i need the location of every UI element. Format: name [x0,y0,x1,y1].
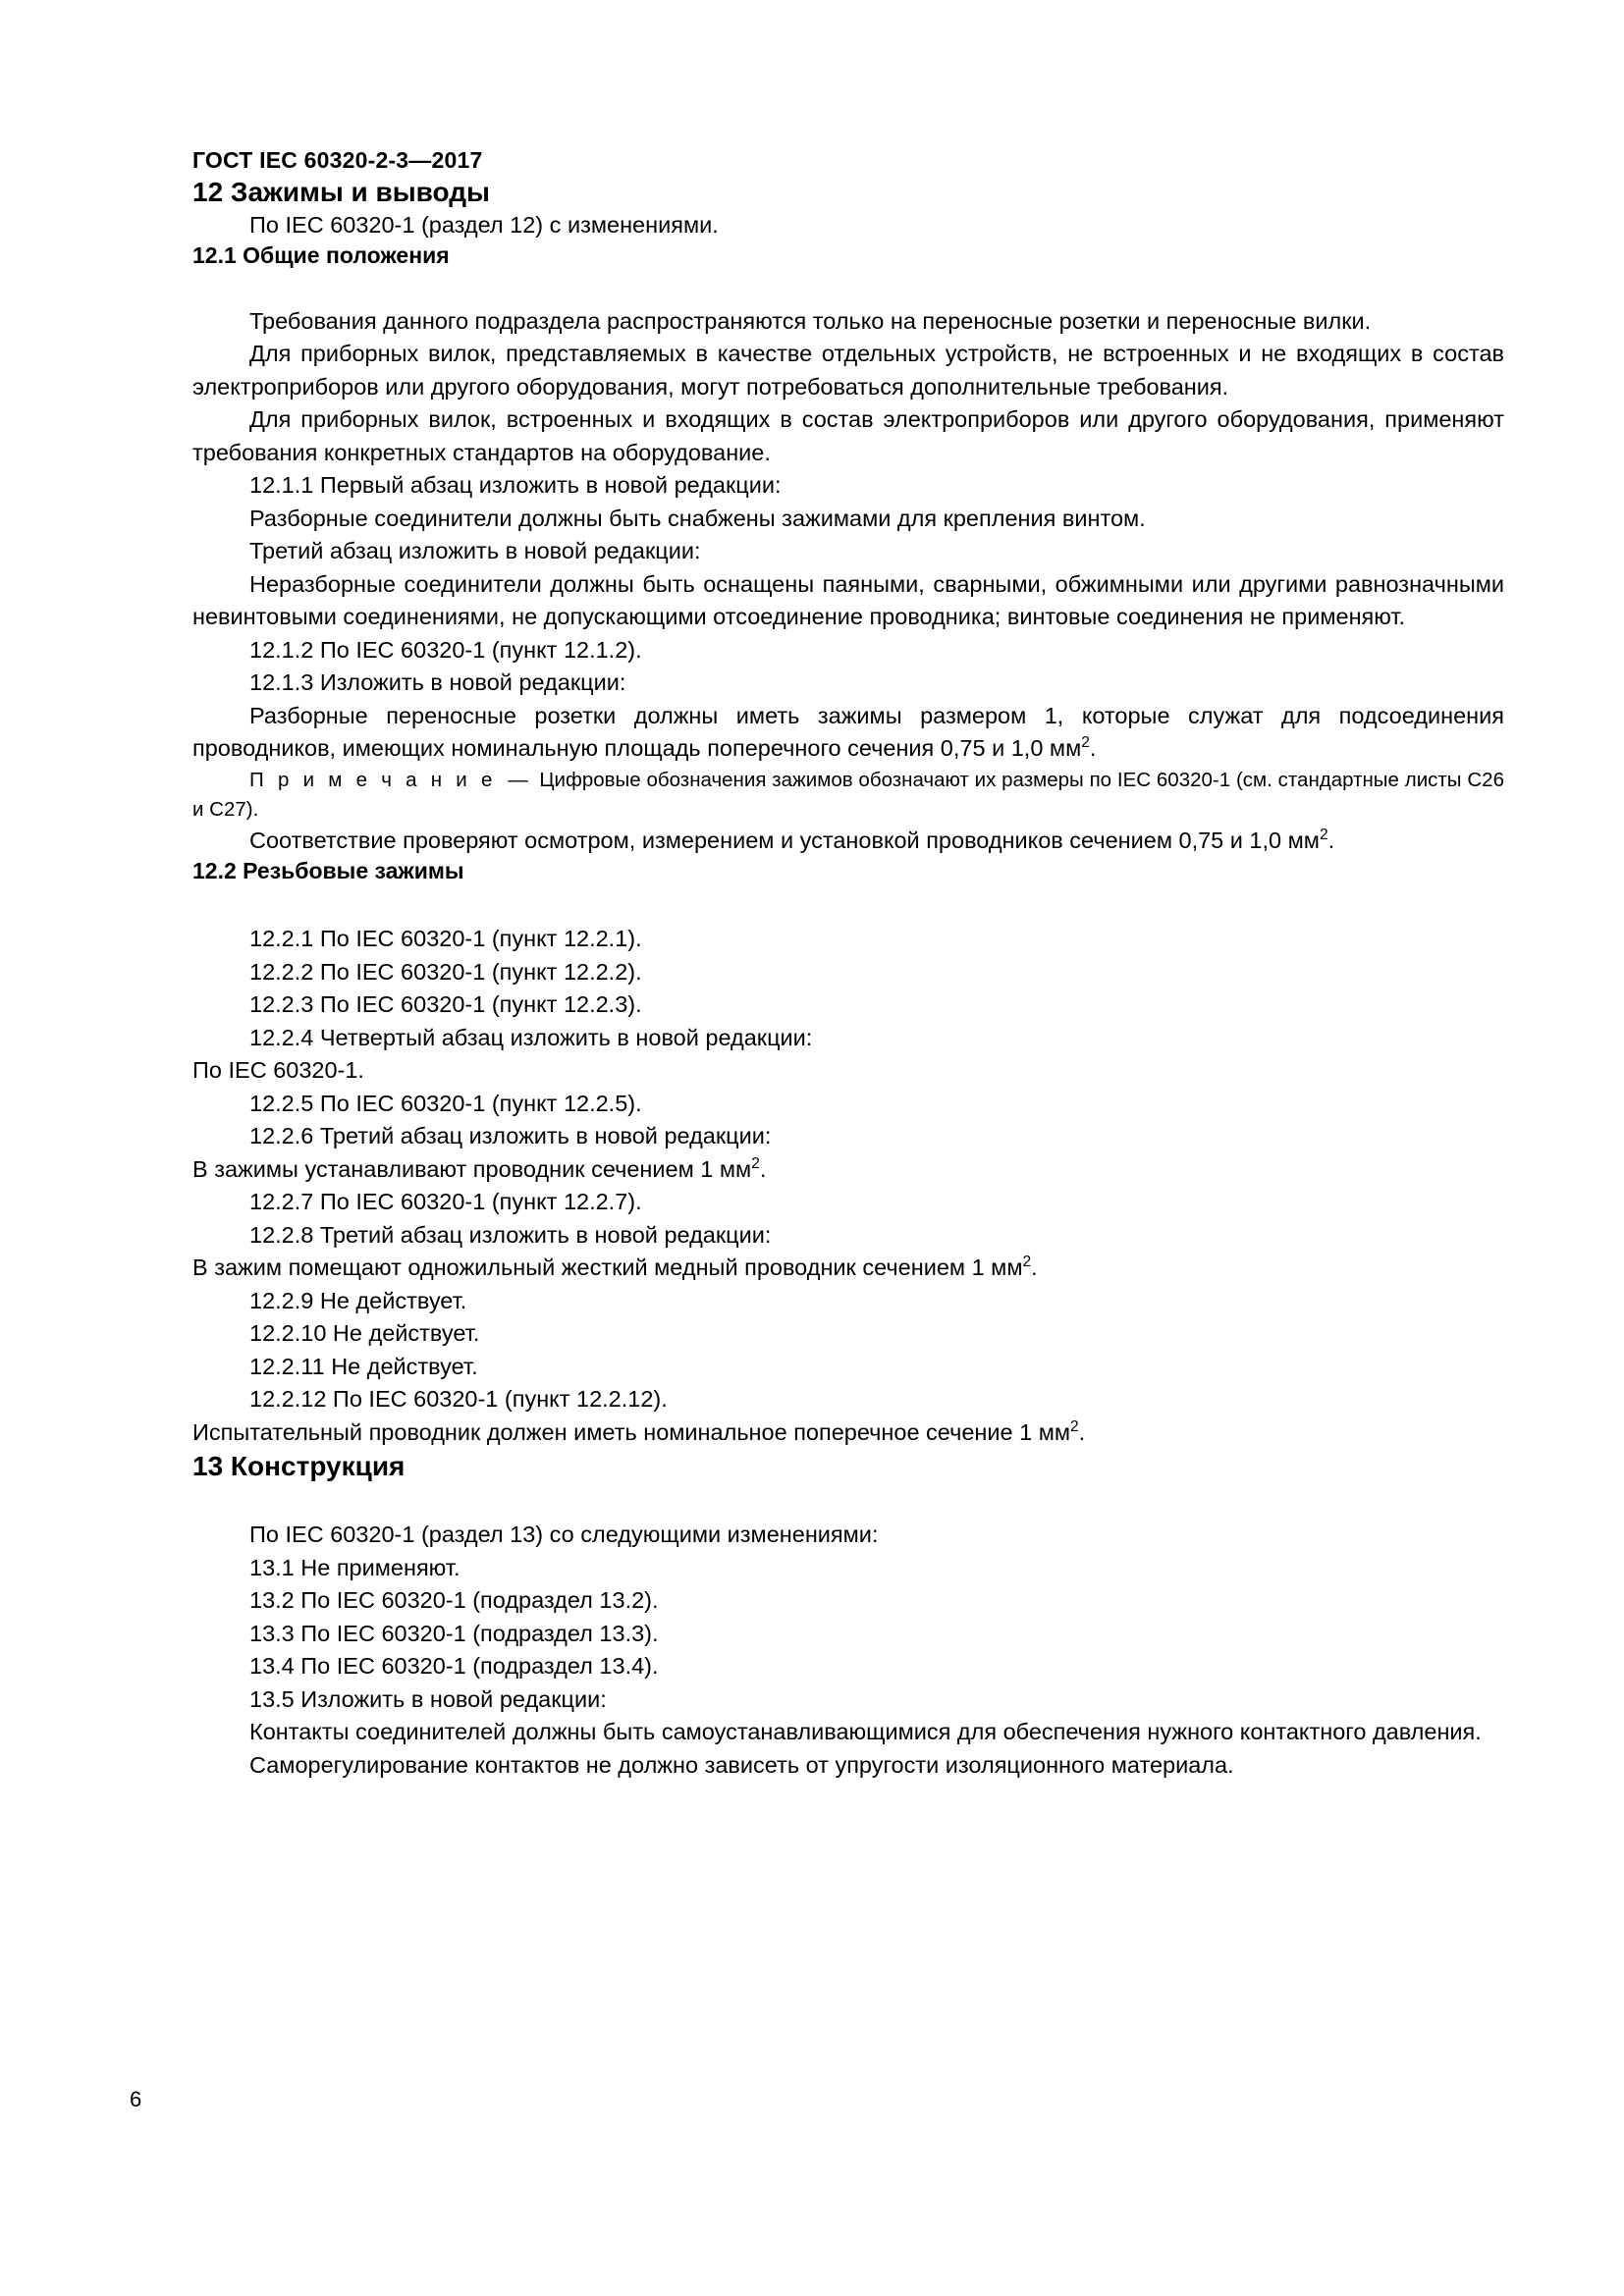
note-dash: — [508,768,528,791]
conformity-tail: . [1327,827,1335,853]
item-13-2: 13.2 По IEC 60320-1 (подраздел 13.2). [249,1587,659,1614]
item-13-4: 13.4 По IEC 60320-1 (подраздел 13.4). [249,1653,659,1680]
item-12-2-12: 12.2.12 По IEC 60320-1 (пункт 12.2.12). [249,1386,668,1413]
item-12-1-1: 12.1.1 Первый абзац изложить в новой редакции: [249,472,782,499]
conformity-statement-12-1 [192,825,1504,858]
section-12-intro: По IEC 60320-1 (раздел 12) с изменениями. [249,211,719,238]
subsection-12-1-body [192,305,1504,766]
item-13-1: 13.1 Не применяют. [249,1554,460,1580]
paragraph-12-1-p2: Для приборных вилок, представляемых в качестве отдельных устройств, не встроенных и не входящих в состав электроприборов или другого оборудования, могут потребоваться дополнительные требования. [192,341,1504,400]
item-12-2-1: 12.2.1 По IEC 60320-1 (пункт 12.2.1). [249,926,642,952]
item-12-2-11: 12.2.11 Не действует. [249,1353,478,1379]
item-12-1-3: 12.1.3 Изложить в новой редакции: [249,669,626,696]
item-12-1-3-body-tail: . [1089,735,1097,762]
item-12-2-3: 12.2.3 По IEC 60320-1 (пункт 12.2.3). [249,991,642,1018]
item-12-2-7: 12.2.7 По IEC 60320-1 (пункт 12.2.7). [249,1189,642,1215]
superscript-square: 2 [1070,1417,1079,1435]
item-12-2-8-body-text: В зажим помещают одножильный жесткий медный проводник сечением 1 мм [192,1255,1023,1281]
section-12-heading: 12 Зажимы и выводы [192,176,490,207]
subsection-12-2-body [192,923,1504,1449]
item-12-2-4-body: По IEC 60320-1. [192,1057,364,1084]
note-12-1-3 [192,766,1504,825]
item-12-2-6-body [192,1153,1504,1187]
note-label: П р и м е ч а н и е [249,768,497,791]
paragraph-13-5-contacts: Контакты соединителей должны быть самоустанавливающимися для обеспечения нужного контактного давления. [249,1719,1482,1745]
item-13-5: 13.5 Изложить в новой редакции: [249,1685,607,1712]
test-conductor-tail: . [1078,1418,1086,1445]
item-12-1-third-paragraph-body: Неразборные соединители должны быть оснащены паяными, сварными, обжимными или другими равнозначными невинтовыми соединениями, не допускающими отсоединение проводника; винтовые соединения не применяют. [192,570,1504,630]
item-12-2-8-body-tail: . [1031,1255,1038,1281]
subsection-12-1-heading: 12.1 Общие положения [192,242,450,269]
page-content [192,0,1504,1782]
item-12-2-8: 12.2.8 Третий абзац изложить в новой редакции: [249,1221,772,1248]
superscript-square: 2 [1081,734,1090,752]
running-head: ГОСТ IEC 60320-2-3—2017 [192,147,483,173]
item-12-1-3-body-text: Разборные переносные розетки должны иметь зажимы размером 1, которые служат для подсоединения проводников, имеющих номинальную площадь поперечного сечения 0,75 и 1,0 мм [192,702,1504,762]
section-13-heading: 13 Конструкция [192,1451,406,1482]
item-12-2-2: 12.2.2 По IEC 60320-1 (пункт 12.2.2). [249,958,642,985]
paragraph-12-1-p1: Требования данного подраздела распространяются только на переносные розетки и переносные вилки. [249,307,1372,334]
item-12-2-9: 12.2.9 Не действует. [249,1287,467,1313]
superscript-square: 2 [751,1154,760,1172]
item-12-1-3-body [192,700,1504,766]
superscript-square: 2 [1022,1254,1032,1271]
item-12-2-4: 12.2.4 Четвертый абзац изложить в новой редакции: [249,1024,813,1050]
item-12-2-10: 12.2.10 Не действует. [249,1320,480,1347]
item-12-2-5: 12.2.5 По IEC 60320-1 (пункт 12.2.5). [249,1090,642,1116]
item-12-1-1-body: Разборные соединители должны быть снабжены зажимами для крепления винтом. [249,505,1146,531]
item-12-2-6-body-text: В зажимы устанавливают проводник сечением 1 мм [192,1155,752,1182]
item-12-2-6: 12.2.6 Третий абзац изложить в новой редакции: [249,1123,772,1149]
test-conductor-text: Испытательный проводник должен иметь номинальное поперечное сечение 1 мм [192,1418,1071,1445]
conformity-text: Соответствие проверяют осмотром, измерением и установкой проводников сечением 0,75 и 1,0 мм [249,827,1320,853]
page-number: 6 [130,2087,142,2111]
item-12-1-2: 12.1.2 По IEC 60320-1 (пункт 12.1.2). [249,636,642,663]
subsection-12-2-heading: 12.2 Резьбовые зажимы [192,858,464,884]
test-conductor-statement [192,1416,1504,1450]
item-12-2-8-body [192,1252,1504,1285]
item-12-1-third-paragraph: Третий абзац изложить в новой редакции: [249,538,701,564]
paragraph-13-5-selfregulation: Саморегулирование контактов не должно зависеть от упругости изоляционного материала. [249,1751,1234,1778]
superscript-square: 2 [1319,827,1328,844]
section-13-body [192,1519,1504,1782]
note-text: Цифровые обозначения зажимов обозначают их размеры по IEC 60320-1 (см. стандартные листы С26 и С27). [192,768,1504,821]
section-13-intro: По IEC 60320-1 (раздел 13) со следующими изменениями: [249,1522,879,1548]
paragraph-12-1-p3: Для приборных вилок, встроенных и входящих в состав электроприборов или другого оборудования, применяют требования конкретных стандартов на оборудование. [192,406,1504,465]
item-12-2-6-body-tail: . [759,1155,767,1182]
item-13-3: 13.3 По IEC 60320-1 (подраздел 13.3). [249,1620,659,1646]
